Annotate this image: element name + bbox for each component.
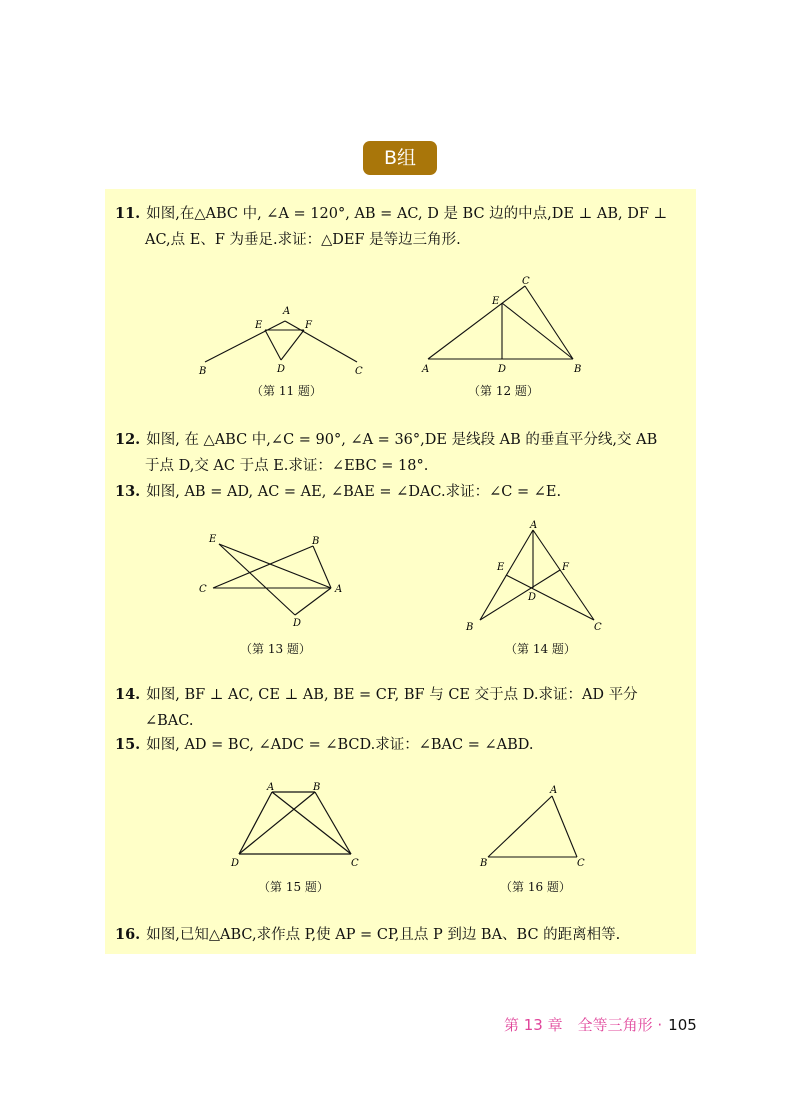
label-B: B xyxy=(199,366,207,377)
problem-text: 如图,在△ABC 中, ∠A = 120°, AB = AC, D 是 BC 边的中点,DE ⊥ AB, DF ⊥ xyxy=(146,206,668,222)
label-D: D xyxy=(277,364,286,375)
label-D: D xyxy=(528,592,537,603)
problem-number: 16. xyxy=(115,926,141,943)
label-C: C xyxy=(199,584,207,595)
label-A: A xyxy=(422,364,430,375)
problem-text-cont: AC,点 E、F 为垂足.求证：△DEF 是等边三角形. xyxy=(145,232,461,248)
problem-11 xyxy=(115,201,667,253)
problem-number: 15. xyxy=(115,736,141,753)
caption-12: （第 12 题） xyxy=(468,384,539,398)
label-A: A xyxy=(335,584,343,595)
label-C: C xyxy=(355,366,363,377)
section-badge: B组 xyxy=(363,141,437,175)
caption-15: （第 15 题） xyxy=(258,880,329,894)
caption-14: （第 14 题） xyxy=(505,642,576,656)
problem-13 xyxy=(115,479,561,505)
problem-text-cont: 于点 D,交 AC 于点 E.求证：∠EBC = 18°. xyxy=(145,458,429,474)
problem-16 xyxy=(115,922,620,948)
problem-text: 如图, AD = BC, ∠ADC = ∠BCD.求证：∠BAC = ∠ABD. xyxy=(146,737,534,753)
label-E: E xyxy=(209,534,217,545)
problem-14 xyxy=(115,682,638,734)
label-A: A xyxy=(283,306,291,317)
label-F: F xyxy=(562,562,569,573)
label-F: F xyxy=(305,320,312,331)
figure-16 xyxy=(476,784,596,870)
figure-12 xyxy=(418,276,588,380)
problem-number: 14. xyxy=(115,686,141,703)
caption-16: （第 16 题） xyxy=(500,880,571,894)
figure-14 xyxy=(462,520,612,634)
problem-number: 13. xyxy=(115,483,141,500)
label-E: E xyxy=(492,296,500,307)
label-A: A xyxy=(267,782,275,793)
figure-13 xyxy=(195,530,355,628)
problem-12 xyxy=(115,427,657,479)
label-C: C xyxy=(594,622,602,633)
label-C: C xyxy=(522,276,530,287)
label-E: E xyxy=(255,320,263,331)
caption-13: （第 13 题） xyxy=(240,642,311,656)
problem-text: 如图, 在 △ABC 中,∠C = 90°, ∠A = 36°,DE 是线段 AB 的垂直平分线,交 AB xyxy=(146,432,658,448)
label-C: C xyxy=(577,858,585,869)
label-A: A xyxy=(530,520,538,531)
problem-number: 12. xyxy=(115,431,141,448)
label-D: D xyxy=(293,618,302,628)
label-C: C xyxy=(351,858,359,869)
label-B: B xyxy=(574,364,582,375)
problem-text: 如图,已知△ABC,求作点 P,使 AP = CP,且点 P 到边 BA、BC 的距离相等. xyxy=(146,927,621,943)
label-D: D xyxy=(498,364,507,375)
chapter-title: 第 13 章 全等三角形 · xyxy=(504,1016,663,1034)
caption-11: （第 11 题） xyxy=(251,384,322,398)
label-D: D xyxy=(231,858,240,869)
label-B: B xyxy=(313,782,321,793)
page-footer xyxy=(504,1014,697,1035)
figure-11 xyxy=(195,300,370,380)
label-B: B xyxy=(480,858,488,869)
problem-15 xyxy=(115,732,533,758)
label-E: E xyxy=(497,562,505,573)
page-number: 105 xyxy=(668,1016,697,1034)
problem-text: 如图, BF ⊥ AC, CE ⊥ AB, BE = CF, BF 与 CE 交于点 D.求证：AD 平分 xyxy=(146,687,638,703)
label-B: B xyxy=(312,536,320,547)
problem-number: 11. xyxy=(115,205,141,222)
problem-text: 如图, AB = AD, AC = AE, ∠BAE = ∠DAC.求证：∠C = ∠E. xyxy=(146,484,562,500)
figure-15 xyxy=(225,778,365,872)
problem-text-cont: ∠BAC. xyxy=(145,713,194,729)
label-A: A xyxy=(550,785,558,796)
label-B: B xyxy=(466,622,474,633)
